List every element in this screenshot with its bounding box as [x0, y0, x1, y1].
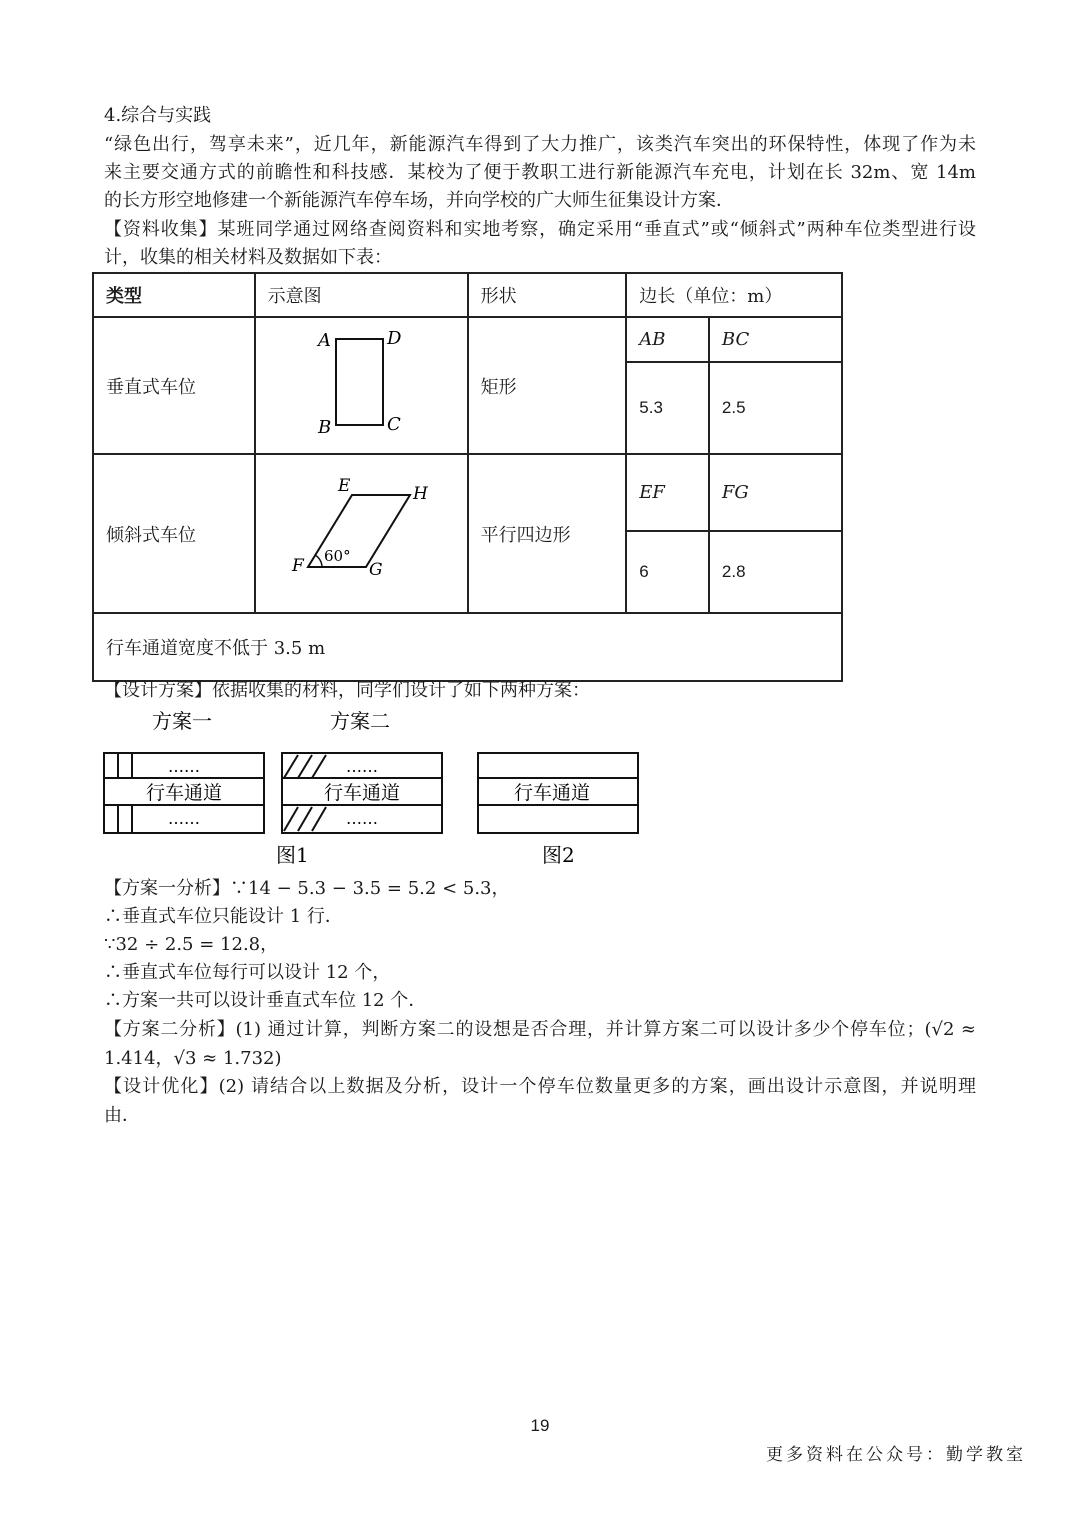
page-number: 19 — [530, 1416, 550, 1435]
plan2-diagram — [282, 753, 442, 833]
header-diagram: 示意图 — [255, 273, 468, 317]
fig2-diagram — [478, 753, 638, 833]
plan2-dots-top: …… — [346, 757, 378, 776]
optimize-line-2: 由． — [104, 1105, 140, 1126]
label-c: C — [386, 414, 401, 435]
fig2-lane: 行车通道 — [514, 782, 591, 804]
label-h: H — [412, 484, 428, 504]
label-b: B — [317, 417, 331, 438]
value-ab: 5.3 — [626, 362, 709, 454]
vertical-type-cell: 垂直式车位 — [93, 317, 255, 454]
col-ef: EF — [626, 454, 709, 531]
analysis-line-3: ∵32 ÷ 2.5 = 12.8， — [104, 934, 279, 955]
analysis-line-6: 【方案二分析】(1) 通过计算，判断方案二的设想是否合理，并计算方案二可以设计多少个停车位；(√2 ≈ — [104, 1019, 976, 1040]
label-angle: 60° — [323, 547, 351, 565]
table-header-row — [93, 273, 842, 317]
plan1-dots-bottom: …… — [168, 809, 200, 828]
table-row-vertical — [93, 317, 842, 362]
collect-line-2: 计，收集的相关材料及数据如下表： — [104, 247, 392, 268]
plan1-label: 方案一 — [152, 709, 212, 733]
parallelogram-diagram — [256, 455, 467, 607]
value-bc: 2.5 — [709, 362, 842, 454]
lane-width-note: 行车通道宽度不低于 3.5 m — [93, 613, 842, 681]
parking-data-table — [92, 272, 843, 682]
intro-line-1: “绿色出行，驾享未来”，近几年，新能源汽车得到了大力推广，该类汽车突出的环保特性，体现了作为未 — [104, 134, 976, 155]
collect-line-1: 【资料收集】某班同学通过网络查阅资料和实地考察，确定采用“垂直式”或“倾斜式”两种车位类型进行设 — [104, 219, 976, 240]
optimize-line-1: 【设计优化】(2) 请结合以上数据及分析，设计一个停车位数量更多的方案，画出设计示意图，并说明理 — [104, 1076, 976, 1097]
vertical-diagram-cell — [255, 317, 468, 454]
footer-note: 更多资料在公众号：勤学教室 — [766, 1445, 1026, 1465]
plan-diagrams — [96, 700, 656, 872]
table-note-row — [93, 613, 842, 681]
label-g: G — [368, 560, 383, 580]
plan2-label: 方案二 — [330, 709, 390, 733]
col-ab: AB — [626, 317, 709, 362]
col-bc: BC — [709, 317, 842, 362]
label-f: F — [291, 556, 304, 576]
oblique-diagram-cell — [255, 454, 468, 613]
plan1-dots-top: …… — [168, 757, 200, 776]
fig1-caption: 图1 — [276, 843, 309, 867]
oblique-shape-cell: 平行四边形 — [468, 454, 627, 613]
label-e: E — [337, 476, 351, 496]
header-type: 类型 — [93, 273, 255, 317]
rectangle-diagram — [256, 318, 467, 448]
analysis-line-4: ∴垂直式车位每行可以设计 12 个， — [104, 962, 391, 983]
design-line: 【设计方案】依据收集的材料，同学们设计了如下两种方案： — [104, 680, 590, 701]
oblique-type-cell: 倾斜式车位 — [93, 454, 255, 613]
vertical-shape-cell: 矩形 — [468, 317, 627, 454]
analysis-line-2: ∴垂直式车位只能设计 1 行． — [104, 906, 343, 927]
header-shape: 形状 — [468, 273, 627, 317]
plan1-diagram — [104, 753, 264, 833]
intro-line-2: 来主要交通方式的前瞻性和科技感．某校为了便于教职工进行新能源汽车充电，计划在长 32m、宽 14m — [104, 162, 976, 183]
analysis-line-7: 1.414，√3 ≈ 1.732) — [104, 1048, 282, 1069]
plan2-lane: 行车通道 — [324, 782, 401, 804]
analysis-line-5: ∴方案一共可以设计垂直式车位 12 个． — [104, 990, 427, 1011]
intro-line-3: 的长方形空地修建一个新能源汽车停车场，并向学校的广大师生征集设计方案． — [104, 190, 734, 211]
col-fg: FG — [709, 454, 842, 531]
label-a: A — [317, 330, 331, 351]
header-side-length: 边长（单位：m） — [626, 273, 842, 317]
plan1-lane: 行车通道 — [146, 782, 223, 804]
value-ef: 6 — [626, 531, 709, 613]
problem-title: 4.综合与实践 — [104, 105, 212, 126]
fig2-caption: 图2 — [542, 843, 575, 867]
plan2-dots-bottom: …… — [346, 809, 378, 828]
table-row-oblique — [93, 454, 842, 531]
analysis-line-1: 【方案一分析】∵14 − 5.3 − 3.5 = 5.2 < 5.3， — [104, 878, 510, 899]
value-fg: 2.8 — [709, 531, 842, 613]
label-d: D — [386, 328, 402, 349]
